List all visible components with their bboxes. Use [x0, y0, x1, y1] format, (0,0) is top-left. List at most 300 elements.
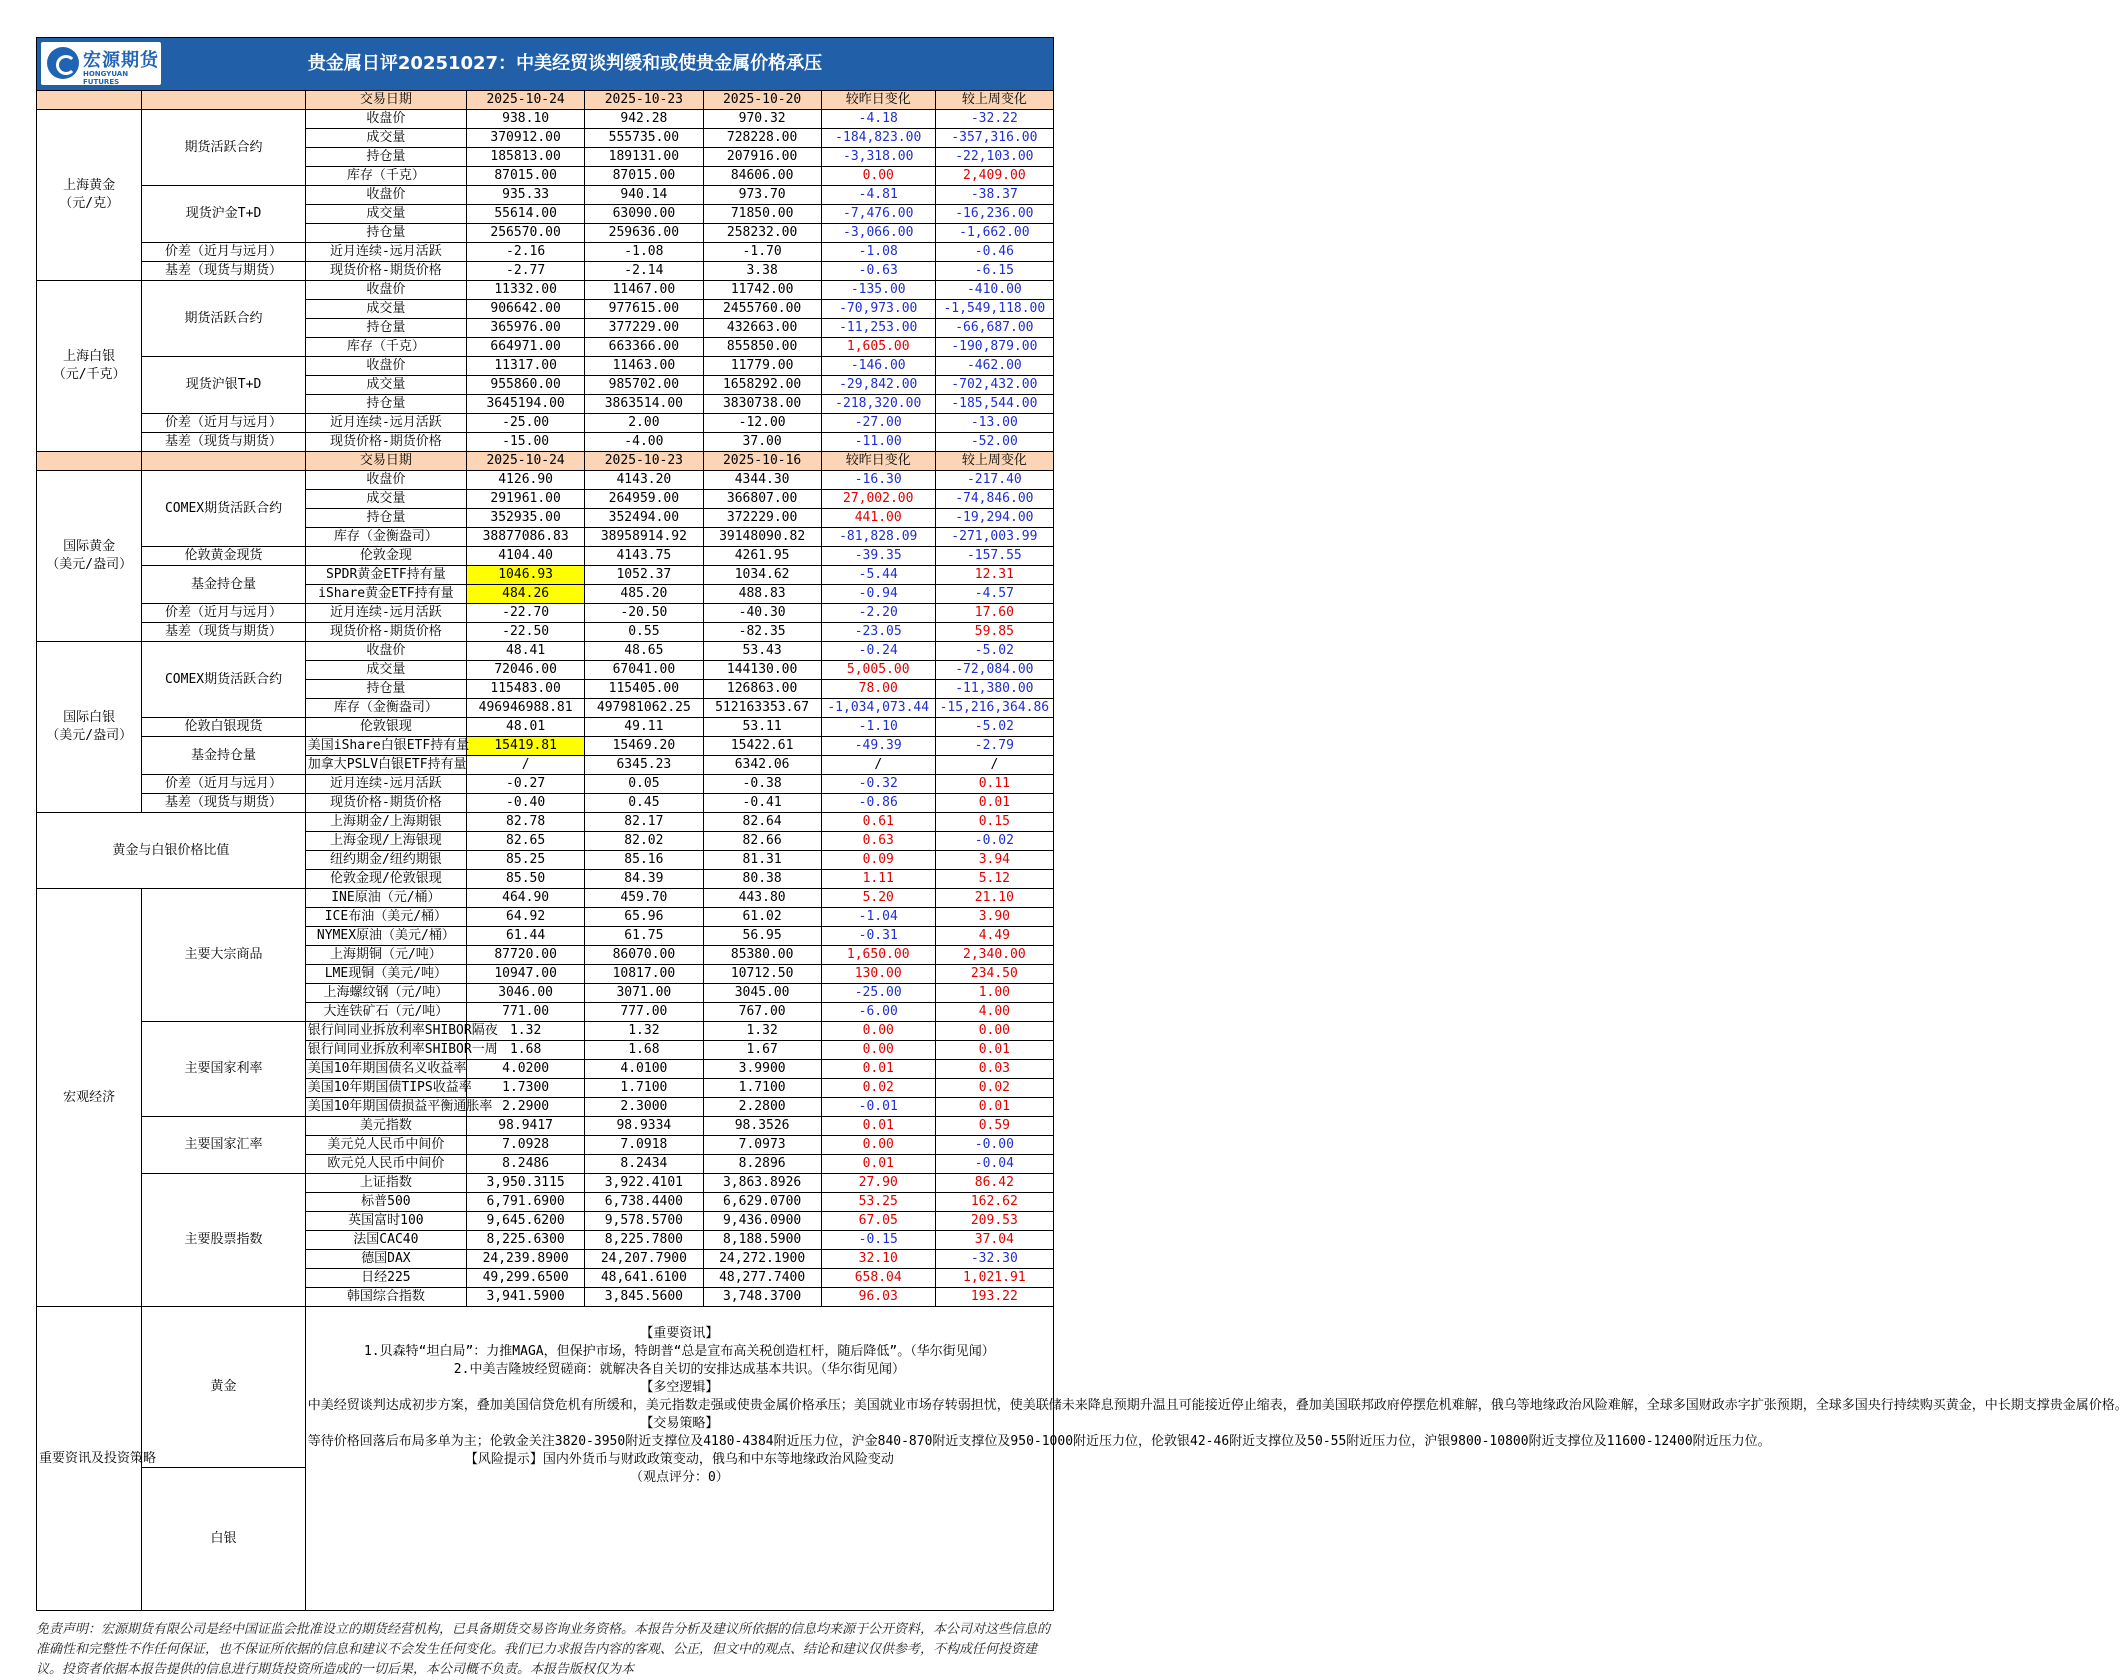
value-cell: 48.65: [585, 642, 703, 661]
value-cell: -70,973.00: [821, 300, 935, 319]
value-cell: 0.02: [935, 1079, 1053, 1098]
value-cell: -0.24: [821, 642, 935, 661]
value-cell: -4.57: [935, 585, 1053, 604]
value-cell: -19,294.00: [935, 509, 1053, 528]
header-blank: [37, 91, 142, 110]
value-cell: 4126.90: [467, 471, 585, 490]
metric-label: 收盘价: [305, 642, 466, 661]
disclaimer: 免责声明：宏源期货有限公司是经中国证监会批准设立的期货经营机构，已具备期货交易咨询业务资格。本报告分析及建议所依据的信息均来源于公开资料，本公司对这些信息的准确性和完整性不作任何保证，也不保证所依据的信息和建议不会发生任何变化。我们已力求报告内容的客观、公正，但文中的观点、结论和建议仅供参考，不构成任何投资建议。投资者依据本报告提供的信息进行期货投资所造成的一切后果，本公司概不负责。本报告版权仅为本: [36, 1622, 1051, 1677]
value-cell: 78.00: [821, 680, 935, 699]
value-cell: -2.77: [467, 262, 585, 281]
value-cell: 555735.00: [585, 129, 703, 148]
value-cell: 207916.00: [703, 148, 821, 167]
value-cell: 264959.00: [585, 490, 703, 509]
value-cell: 65.96: [585, 908, 703, 927]
value-cell: 5.12: [935, 870, 1053, 889]
value-cell: 464.90: [467, 889, 585, 908]
subgroup-label: 价差（近月与远月）: [142, 775, 305, 794]
value-cell: -27.00: [821, 414, 935, 433]
value-cell: 98.9417: [467, 1117, 585, 1136]
value-cell: -25.00: [467, 414, 585, 433]
metric-label: 近月连续-远月活跃: [305, 775, 466, 794]
value-cell: 37.04: [935, 1231, 1053, 1250]
value-cell: 258232.00: [703, 224, 821, 243]
subgroup-label: 价差（近月与远月）: [142, 604, 305, 623]
value-cell: 24,272.1900: [703, 1250, 821, 1269]
column-header: 2025-10-20: [703, 91, 821, 110]
value-cell: 4.49: [935, 927, 1053, 946]
value-cell: -20.50: [585, 604, 703, 623]
column-header: 较上周变化: [935, 452, 1053, 471]
metric-label: 现货价格-期货价格: [305, 433, 466, 452]
value-cell: 1.68: [467, 1041, 585, 1060]
value-cell: 855850.00: [703, 338, 821, 357]
value-cell: 485.20: [585, 585, 703, 604]
value-cell: -190,879.00: [935, 338, 1053, 357]
value-cell: 48.01: [467, 718, 585, 737]
metric-label: 持仓量: [305, 509, 466, 528]
value-cell: -15.00: [467, 433, 585, 452]
value-cell: 6,738.4400: [585, 1193, 703, 1212]
value-cell: 96.03: [821, 1288, 935, 1307]
value-cell: 6,791.6900: [467, 1193, 585, 1212]
subgroup-label: 现货沪金T+D: [142, 186, 305, 243]
value-cell: 21.10: [935, 889, 1053, 908]
value-cell: -22,103.00: [935, 148, 1053, 167]
value-cell: 0.61: [821, 813, 935, 832]
metric-label: 上海期铜（元/吨）: [305, 946, 466, 965]
value-cell: -40.30: [703, 604, 821, 623]
news-line: （观点评分：0）: [629, 1470, 729, 1485]
value-cell: 3,845.5600: [585, 1288, 703, 1307]
value-cell: 6345.23: [585, 756, 703, 775]
value-cell: 98.9334: [585, 1117, 703, 1136]
metric-label: 收盘价: [305, 471, 466, 490]
value-cell: 85.25: [467, 851, 585, 870]
value-cell: 8,225.6300: [467, 1231, 585, 1250]
value-cell: 3.94: [935, 851, 1053, 870]
value-cell: 87015.00: [467, 167, 585, 186]
news-content: [305, 1307, 2128, 1611]
table-row: [37, 547, 1054, 566]
value-cell: 3,950.3115: [467, 1174, 585, 1193]
value-cell: 3046.00: [467, 984, 585, 1003]
value-cell: 0.59: [935, 1117, 1053, 1136]
value-cell: 365976.00: [467, 319, 585, 338]
metric-label: 纽约期金/纽约期银: [305, 851, 466, 870]
subgroup-label: COMEX期货活跃合约: [142, 471, 305, 547]
value-cell: 12.31: [935, 566, 1053, 585]
value-cell: 82.66: [703, 832, 821, 851]
value-cell: -5.44: [821, 566, 935, 585]
value-cell: 767.00: [703, 1003, 821, 1022]
metric-label: 现货价格-期货价格: [305, 794, 466, 813]
value-cell: -4.81: [821, 186, 935, 205]
value-cell: 664971.00: [467, 338, 585, 357]
subgroup-label: 期货活跃合约: [142, 110, 305, 186]
value-cell: 11742.00: [703, 281, 821, 300]
subgroup-label: 主要国家汇率: [142, 1117, 305, 1174]
value-cell: 728228.00: [703, 129, 821, 148]
value-cell: 3.90: [935, 908, 1053, 927]
value-cell: 81.31: [703, 851, 821, 870]
value-cell: 1,605.00: [821, 338, 935, 357]
value-cell: 24,239.8900: [467, 1250, 585, 1269]
value-cell: 3,748.3700: [703, 1288, 821, 1307]
value-cell: 48,277.7400: [703, 1269, 821, 1288]
value-cell: 1.7100: [585, 1079, 703, 1098]
value-cell: 15419.81: [467, 737, 585, 756]
value-cell: 56.95: [703, 927, 821, 946]
column-header: 较昨日变化: [821, 452, 935, 471]
metric-label: 成交量: [305, 205, 466, 224]
value-cell: 71850.00: [703, 205, 821, 224]
value-cell: -4.00: [585, 433, 703, 452]
value-cell: 2,409.00: [935, 167, 1053, 186]
value-cell: 3071.00: [585, 984, 703, 1003]
value-cell: -2.14: [585, 262, 703, 281]
value-cell: -72,084.00: [935, 661, 1053, 680]
metric-label: 英国富时100: [305, 1212, 466, 1231]
value-cell: 32.10: [821, 1250, 935, 1269]
value-cell: 4.0200: [467, 1060, 585, 1079]
value-cell: 1,650.00: [821, 946, 935, 965]
subgroup-label: 基差（现货与期货）: [142, 433, 305, 452]
value-cell: 484.26: [467, 585, 585, 604]
metric-label: 持仓量: [305, 395, 466, 414]
value-cell: 82.02: [585, 832, 703, 851]
metric-label: 成交量: [305, 661, 466, 680]
value-cell: 9,578.5700: [585, 1212, 703, 1231]
value-cell: 85.16: [585, 851, 703, 870]
value-cell: 441.00: [821, 509, 935, 528]
value-cell: 87720.00: [467, 946, 585, 965]
value-cell: 37.00: [703, 433, 821, 452]
value-cell: 3.9900: [703, 1060, 821, 1079]
value-cell: 7.0918: [585, 1136, 703, 1155]
group-label: 宏观经济: [37, 889, 142, 1307]
value-cell: 0.11: [935, 775, 1053, 794]
metric-label: SPDR黄金ETF持有量: [305, 566, 466, 585]
value-cell: -0.38: [703, 775, 821, 794]
value-cell: /: [935, 756, 1053, 775]
value-cell: 663366.00: [585, 338, 703, 357]
value-cell: 8.2434: [585, 1155, 703, 1174]
value-cell: 4143.75: [585, 547, 703, 566]
value-cell: -0.40: [467, 794, 585, 813]
value-cell: -0.27: [467, 775, 585, 794]
value-cell: 1658292.00: [703, 376, 821, 395]
news-line: 等待价格回落后布局多单为主；伦敦金关注3820-3950附近支撑位及4180-4384附近压力位，沪金840-870附近支撑位及950-1000附近压力位，伦敦银42-46附近支撑位及50-55附近压力位，沪银9800-10800附近支撑位及11600-12400附近压力位。: [307, 1434, 1771, 1449]
value-cell: 7.0973: [703, 1136, 821, 1155]
metric-label: 成交量: [305, 129, 466, 148]
value-cell: 1.7100: [703, 1079, 821, 1098]
value-cell: -0.46: [935, 243, 1053, 262]
report-title: 贵金属日评20251027：中美经贸谈判缓和或使贵金属价格承压: [307, 53, 823, 74]
value-cell: -5.02: [935, 718, 1053, 737]
value-cell: 0.01: [821, 1155, 935, 1174]
value-cell: -32.22: [935, 110, 1053, 129]
value-cell: -1,549,118.00: [935, 300, 1053, 319]
news-line: 【多空逻辑】: [640, 1380, 719, 1395]
value-cell: 17.60: [935, 604, 1053, 623]
value-cell: 459.70: [585, 889, 703, 908]
value-cell: 935.33: [467, 186, 585, 205]
value-cell: 1.32: [703, 1022, 821, 1041]
news-gold-label: 黄金: [142, 1307, 305, 1468]
value-cell: 970.32: [703, 110, 821, 129]
value-cell: -157.55: [935, 547, 1053, 566]
value-cell: 1034.62: [703, 566, 821, 585]
value-cell: 27.90: [821, 1174, 935, 1193]
group-label: 黄金与白银价格比值: [37, 813, 306, 889]
table-row: [37, 281, 1054, 300]
value-cell: 53.11: [703, 718, 821, 737]
value-cell: 4.0100: [585, 1060, 703, 1079]
value-cell: 61.44: [467, 927, 585, 946]
metric-label: 美元指数: [305, 1117, 466, 1136]
column-header: 2025-10-16: [703, 452, 821, 471]
value-cell: -1.08: [821, 243, 935, 262]
value-cell: -32.30: [935, 1250, 1053, 1269]
metric-label: 收盘价: [305, 186, 466, 205]
value-cell: 955860.00: [467, 376, 585, 395]
value-cell: -1.10: [821, 718, 935, 737]
value-cell: -0.31: [821, 927, 935, 946]
value-cell: 0.00: [821, 167, 935, 186]
value-cell: -357,316.00: [935, 129, 1053, 148]
news-row: [37, 1307, 1054, 1468]
header-blank: [37, 452, 142, 471]
metric-label: 现货价格-期货价格: [305, 623, 466, 642]
metric-label: 库存（金衡盎司）: [305, 528, 466, 547]
value-cell: 291961.00: [467, 490, 585, 509]
value-cell: -39.35: [821, 547, 935, 566]
value-cell: 15422.61: [703, 737, 821, 756]
value-cell: 777.00: [585, 1003, 703, 1022]
value-cell: 496946988.81: [467, 699, 585, 718]
value-cell: -1,034,073.44: [821, 699, 935, 718]
value-cell: -2.20: [821, 604, 935, 623]
value-cell: 0.63: [821, 832, 935, 851]
table-row: [37, 775, 1054, 794]
value-cell: 372229.00: [703, 509, 821, 528]
table-row: [37, 1117, 1054, 1136]
value-cell: -702,432.00: [935, 376, 1053, 395]
metric-label: 美元兑人民币中间价: [305, 1136, 466, 1155]
value-cell: 352935.00: [467, 509, 585, 528]
subgroup-label: 伦敦黄金现货: [142, 547, 305, 566]
value-cell: 0.00: [821, 1041, 935, 1060]
value-cell: 256570.00: [467, 224, 585, 243]
header-row: [37, 452, 1054, 471]
metric-label: 伦敦金现/伦敦银现: [305, 870, 466, 889]
value-cell: 0.03: [935, 1060, 1053, 1079]
value-cell: 1.00: [935, 984, 1053, 1003]
value-cell: -218,320.00: [821, 395, 935, 414]
value-cell: 84606.00: [703, 167, 821, 186]
value-cell: -74,846.00: [935, 490, 1053, 509]
value-cell: 72046.00: [467, 661, 585, 680]
value-cell: 3045.00: [703, 984, 821, 1003]
value-cell: -15,216,364.86: [935, 699, 1053, 718]
table-row: [37, 642, 1054, 661]
value-cell: 1.32: [585, 1022, 703, 1041]
table-row: [37, 243, 1054, 262]
value-cell: 0.55: [585, 623, 703, 642]
value-cell: -3,318.00: [821, 148, 935, 167]
value-cell: 53.43: [703, 642, 821, 661]
value-cell: 15469.20: [585, 737, 703, 756]
table-row: [37, 414, 1054, 433]
value-cell: 49,299.6500: [467, 1269, 585, 1288]
value-cell: 130.00: [821, 965, 935, 984]
column-header: 2025-10-23: [585, 452, 703, 471]
value-cell: 0.02: [821, 1079, 935, 1098]
metric-label: 收盘价: [305, 281, 466, 300]
metric-label: 近月连续-远月活跃: [305, 243, 466, 262]
value-cell: 3863514.00: [585, 395, 703, 414]
value-cell: 377229.00: [585, 319, 703, 338]
metric-label: 库存（金衡盎司）: [305, 699, 466, 718]
subgroup-label: 基差（现货与期货）: [142, 623, 305, 642]
metric-label: LME现铜（美元/吨）: [305, 965, 466, 984]
value-cell: 67041.00: [585, 661, 703, 680]
column-header: 交易日期: [305, 452, 466, 471]
value-cell: 2.3000: [585, 1098, 703, 1117]
value-cell: -2.16: [467, 243, 585, 262]
group-label: 上海白银 （元/千克）: [37, 281, 142, 452]
value-cell: 185813.00: [467, 148, 585, 167]
table-row: [37, 110, 1054, 129]
value-cell: -22.70: [467, 604, 585, 623]
value-cell: 1.11: [821, 870, 935, 889]
value-cell: -1.70: [703, 243, 821, 262]
value-cell: 1.67: [703, 1041, 821, 1060]
metric-label: iShare黄金ETF持有量: [305, 585, 466, 604]
value-cell: -5.02: [935, 642, 1053, 661]
value-cell: -0.63: [821, 262, 935, 281]
value-cell: 80.38: [703, 870, 821, 889]
value-cell: 11467.00: [585, 281, 703, 300]
value-cell: 11332.00: [467, 281, 585, 300]
metric-label: 持仓量: [305, 680, 466, 699]
value-cell: 4104.40: [467, 547, 585, 566]
table-row: [37, 186, 1054, 205]
metric-label: 标普500: [305, 1193, 466, 1212]
value-cell: 115405.00: [585, 680, 703, 699]
value-cell: 67.05: [821, 1212, 935, 1231]
table-row: [37, 813, 1054, 832]
metric-label: NYMEX原油（美元/桶）: [305, 927, 466, 946]
value-cell: 940.14: [585, 186, 703, 205]
value-cell: -0.00: [935, 1136, 1053, 1155]
value-cell: -81,828.09: [821, 528, 935, 547]
value-cell: 938.10: [467, 110, 585, 129]
value-cell: 9,645.6200: [467, 1212, 585, 1231]
value-cell: -16,236.00: [935, 205, 1053, 224]
metric-label: 银行间同业拆放利率SHIBOR隔夜: [305, 1022, 466, 1041]
metric-label: 收盘价: [305, 110, 466, 129]
value-cell: -0.32: [821, 775, 935, 794]
value-cell: 5.20: [821, 889, 935, 908]
news-line: 中美经贸谈判达成初步方案，叠加美国信贷危机有所缓和，美元指数走强或使贵金属价格承压；美国就业市场存转弱担忧，使美联储未来降息预期升温且可能接近停止缩表，叠加美国联邦政府停摆危机难解，俄乌等地缘政治风险难解，全球多国财政赤字扩张预期，全球多国央行持续购买黄金，中长期支撑贵金属价格。: [307, 1398, 2128, 1413]
value-cell: 3,863.8926: [703, 1174, 821, 1193]
value-cell: 370912.00: [467, 129, 585, 148]
value-cell: 9,436.0900: [703, 1212, 821, 1231]
metric-label: 法国CAC40: [305, 1231, 466, 1250]
value-cell: 87015.00: [585, 167, 703, 186]
value-cell: 48.41: [467, 642, 585, 661]
table-row: [37, 718, 1054, 737]
value-cell: 85.50: [467, 870, 585, 889]
subgroup-label: 主要大宗商品: [142, 889, 305, 1022]
subgroup-label: 主要国家利率: [142, 1022, 305, 1117]
value-cell: 98.3526: [703, 1117, 821, 1136]
group-label: 国际黄金 （美元/盎司）: [37, 471, 142, 642]
value-cell: -1.08: [585, 243, 703, 262]
value-cell: 53.25: [821, 1193, 935, 1212]
value-cell: 86070.00: [585, 946, 703, 965]
value-cell: 6342.06: [703, 756, 821, 775]
metric-label: 持仓量: [305, 148, 466, 167]
value-cell: 4261.95: [703, 547, 821, 566]
value-cell: 0.09: [821, 851, 935, 870]
subgroup-label: 主要股票指数: [142, 1174, 305, 1307]
value-cell: 55614.00: [467, 205, 585, 224]
metric-label: 持仓量: [305, 224, 466, 243]
value-cell: 126863.00: [703, 680, 821, 699]
metric-label: 成交量: [305, 376, 466, 395]
table-row: [37, 357, 1054, 376]
value-cell: 144130.00: [703, 661, 821, 680]
metric-label: 近月连续-远月活跃: [305, 604, 466, 623]
metric-label: 美国10年期国债TIPS收益率: [305, 1079, 466, 1098]
metric-label: 持仓量: [305, 319, 466, 338]
table-row: [37, 737, 1054, 756]
value-cell: 3,941.5900: [467, 1288, 585, 1307]
value-cell: -0.04: [935, 1155, 1053, 1174]
value-cell: 0.01: [935, 1041, 1053, 1060]
table-row: [37, 471, 1054, 490]
value-cell: 234.50: [935, 965, 1053, 984]
column-header: 较昨日变化: [821, 91, 935, 110]
value-cell: -6.15: [935, 262, 1053, 281]
value-cell: -13.00: [935, 414, 1053, 433]
subgroup-label: 基金持仓量: [142, 566, 305, 604]
metric-label: 日经225: [305, 1269, 466, 1288]
value-cell: -7,476.00: [821, 205, 935, 224]
value-cell: 11779.00: [703, 357, 821, 376]
value-cell: -1,662.00: [935, 224, 1053, 243]
value-cell: 512163353.67: [703, 699, 821, 718]
metric-label: 美国10年期国债损益平衡通胀率: [305, 1098, 466, 1117]
value-cell: 3830738.00: [703, 395, 821, 414]
value-cell: -0.01: [821, 1098, 935, 1117]
value-cell: -1.04: [821, 908, 935, 927]
value-cell: 985702.00: [585, 376, 703, 395]
subgroup-label: COMEX期货活跃合约: [142, 642, 305, 718]
value-cell: 82.64: [703, 813, 821, 832]
value-cell: 658.04: [821, 1269, 935, 1288]
metric-label: INE原油（元/桶）: [305, 889, 466, 908]
table-row: [37, 794, 1054, 813]
value-cell: 64.92: [467, 908, 585, 927]
news-line: 2.中美吉隆坡经贸磋商：就解决各自关切的安排达成基本共识。（华尔街见闻）: [453, 1362, 905, 1377]
value-cell: 84.39: [585, 870, 703, 889]
value-cell: -12.00: [703, 414, 821, 433]
header-blank: [142, 91, 305, 110]
